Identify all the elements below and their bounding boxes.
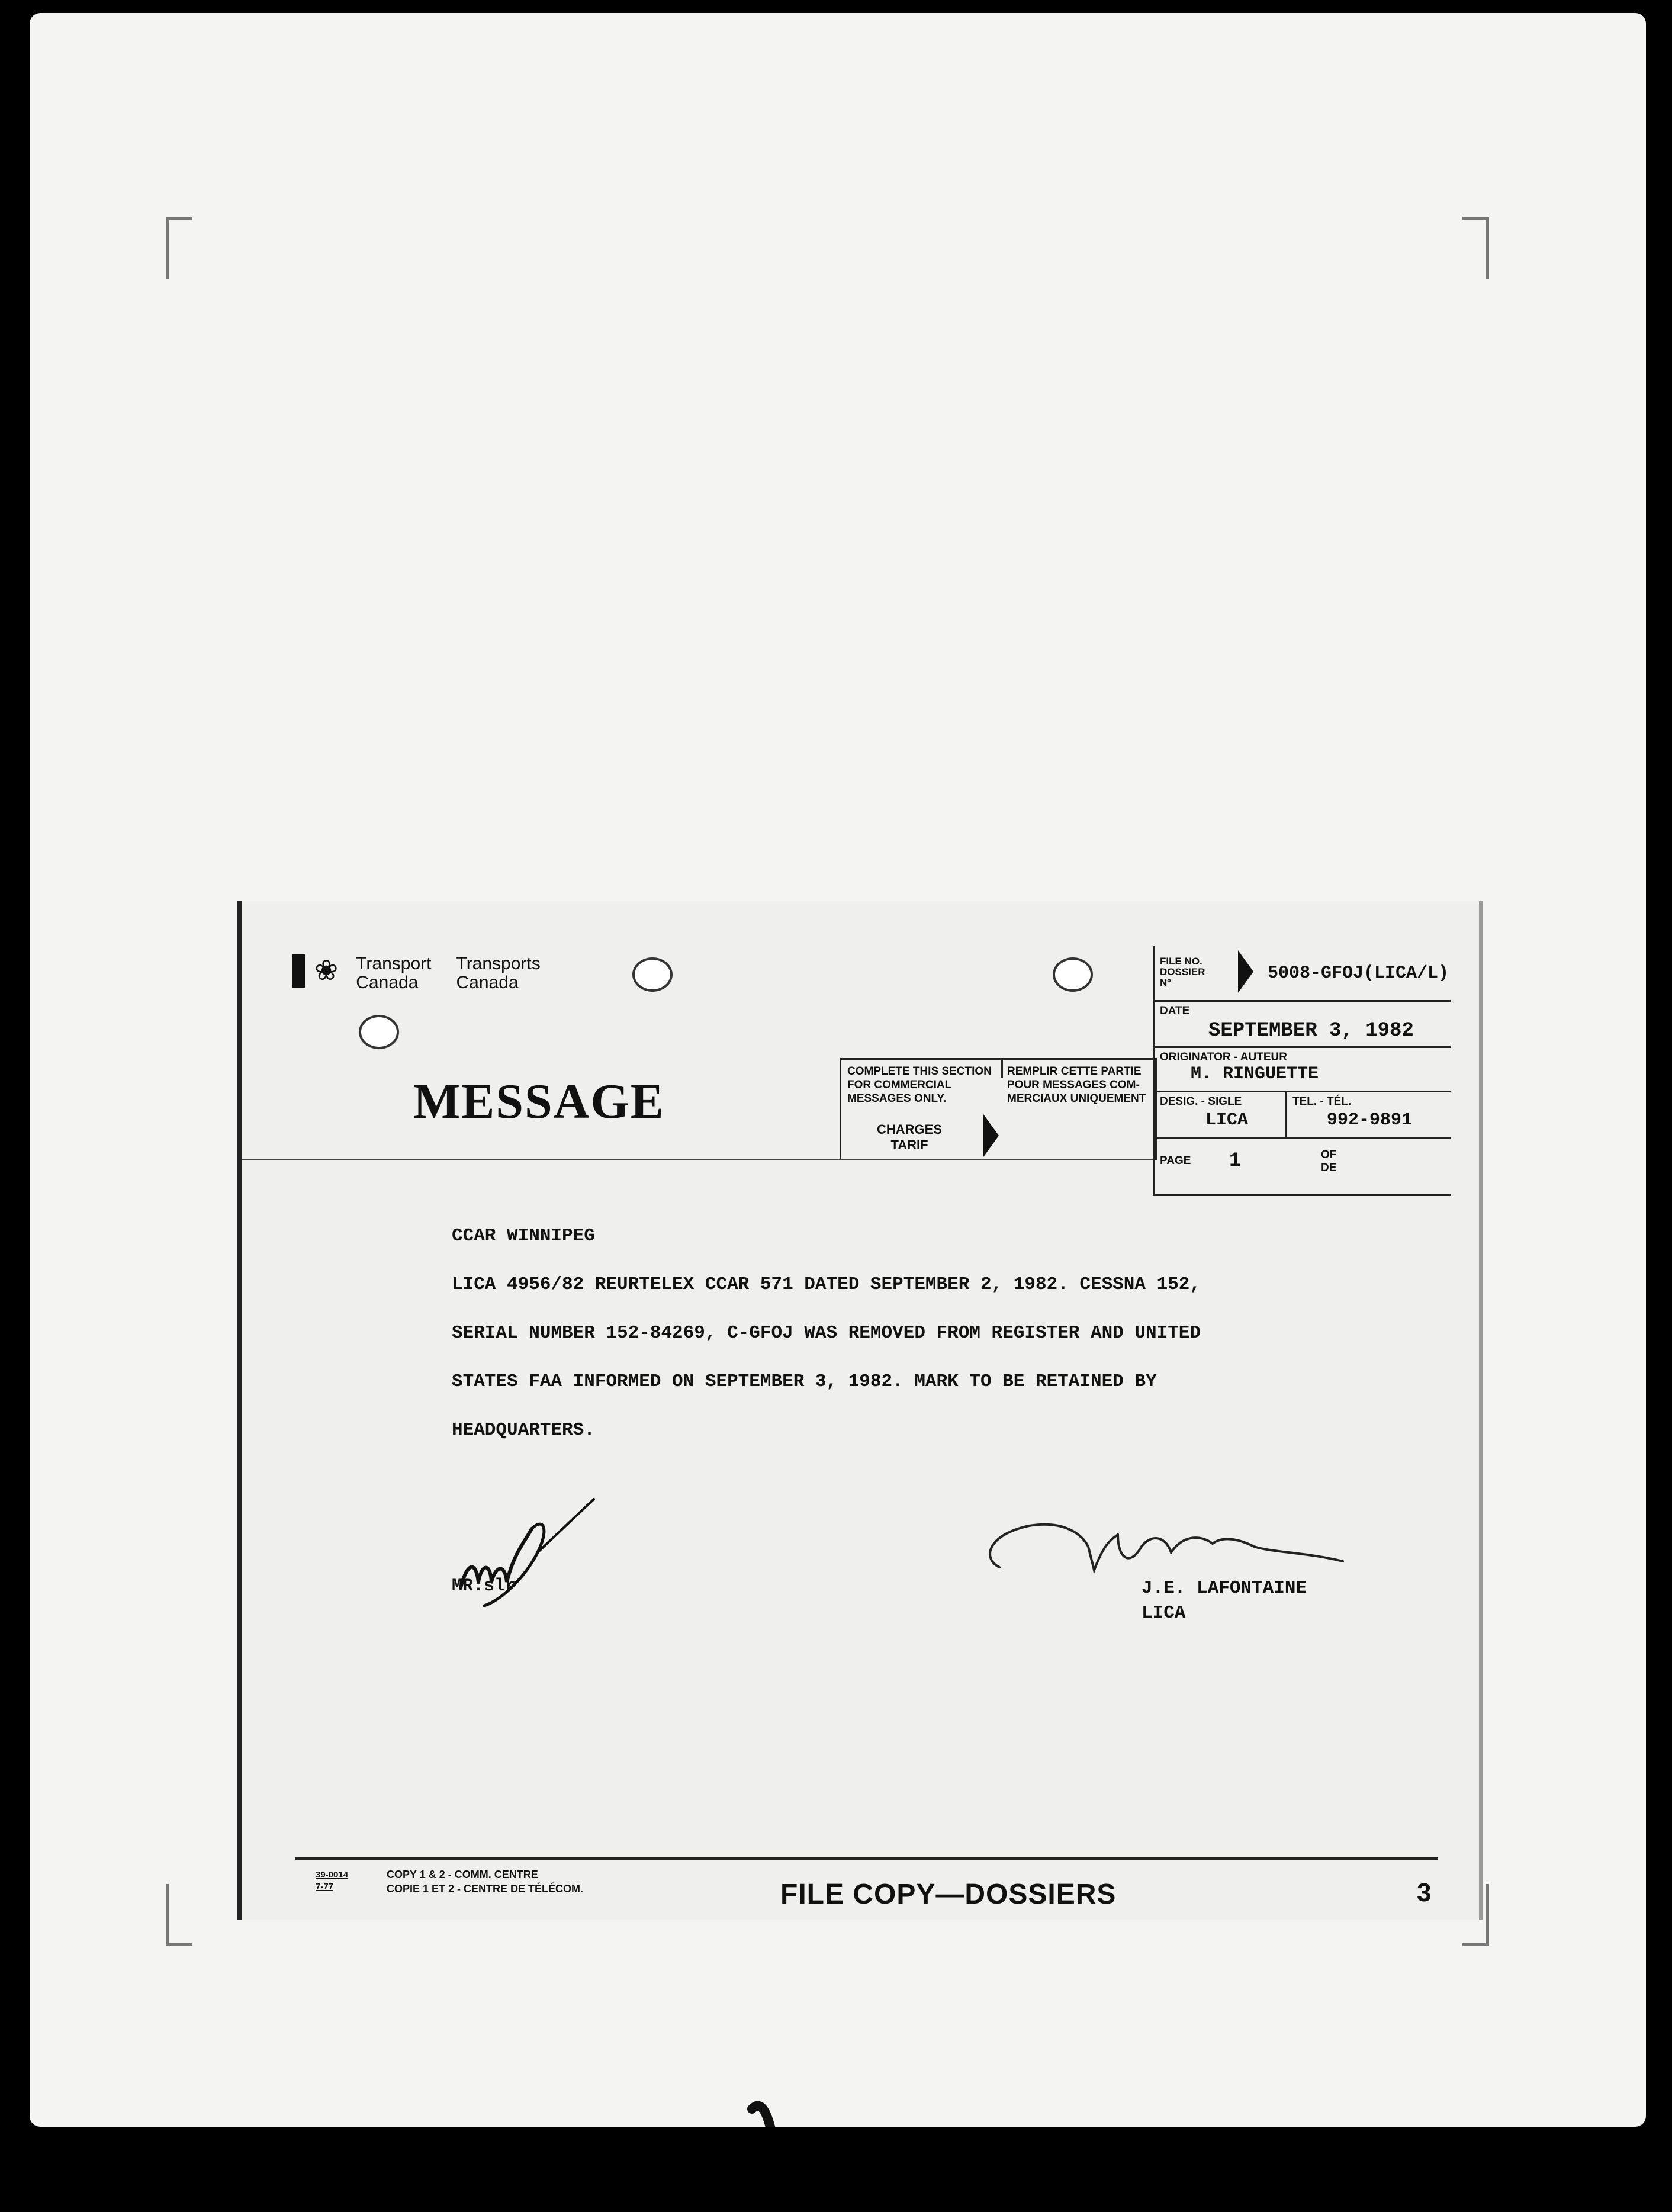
handwritten-signature — [976, 1511, 1355, 1582]
of-label: OF DE — [1321, 1149, 1337, 1174]
file-no-label: FILE NO. DOSSIER Nº — [1160, 956, 1205, 988]
divider — [1155, 1046, 1451, 1048]
message-text: LICA 4956/82 REURTELEX CCAR 571 DATED SEPTEMBER 2, 1982. CESSNA 152, SERIAL NUMBER 152-84269, C-GFOJ WAS REMOVED FROM REGISTER AND UNITED STATES FAA INFORMED ON SEPTEMBER 3, 1982. MARK TO BE RETAINED BY HEADQUARTERS. — [452, 1274, 1201, 1441]
maple-leaf-icon: ❀ — [314, 955, 339, 986]
originator-label: ORIGINATOR - AUTEUR — [1160, 1051, 1287, 1063]
handwritten-mark — [740, 2085, 941, 2127]
punch-hole — [632, 957, 673, 992]
dept-fr-line1: Transports — [456, 954, 541, 973]
date-value: SEPTEMBER 3, 1982 — [1208, 1020, 1414, 1042]
divider — [1001, 1060, 1003, 1078]
desig-value: LICA — [1205, 1110, 1249, 1130]
transport-canada-logo — [292, 954, 541, 992]
dept-fr-line2: Canada — [456, 973, 519, 992]
page-label: PAGE — [1160, 1155, 1191, 1167]
form-number: 39-0014 7-77 — [316, 1870, 349, 1892]
dept-name-fr — [456, 954, 540, 992]
punch-hole — [1053, 957, 1093, 992]
signatory — [1142, 1576, 1307, 1626]
signatory-name: J.E. LAFONTAINE — [1142, 1578, 1307, 1599]
message-body — [452, 1212, 1399, 1455]
dept-en-line1: Transport — [356, 954, 432, 973]
crop-mark-top-left — [166, 217, 192, 279]
date-label: DATE — [1160, 1005, 1190, 1017]
page-value: 1 — [1229, 1150, 1242, 1172]
message-form — [237, 901, 1483, 1920]
flag-bar-icon — [292, 954, 305, 988]
divider — [1155, 1000, 1451, 1002]
addressee: CCAR WINNIPEG — [452, 1226, 595, 1246]
file-no-value: 5008-GFOJ(LICA/L) — [1268, 963, 1449, 983]
divider — [1285, 1091, 1287, 1137]
header-separator — [242, 1159, 1153, 1160]
dept-name-en — [356, 954, 431, 992]
footer-rule — [295, 1857, 1438, 1860]
divider — [1155, 1137, 1451, 1139]
commercial-instruction-fr: REMPLIR CETTE PARTIE POUR MESSAGES COM- MERCIAUX UNIQUEMENT — [1007, 1065, 1146, 1105]
dept-en-line2: Canada — [356, 973, 419, 992]
copy-number: 3 — [1417, 1878, 1432, 1907]
copy-distribution: COPY 1 & 2 - COMM. CENTRE COPIE 1 ET 2 - CENTRE DE TÉLÉCOM. — [387, 1869, 584, 1895]
originator-value: M. RINGUETTE — [1191, 1064, 1319, 1084]
form-title: MESSAGE — [413, 1074, 665, 1129]
arrow-right-icon — [1238, 950, 1253, 993]
punch-hole — [359, 1015, 399, 1049]
charges-label: CHARGES TARIF — [877, 1122, 943, 1152]
commercial-instruction-en: COMPLETE THIS SECTION FOR COMMERCIAL MESSAGES ONLY. — [847, 1065, 992, 1105]
typist-initials: MR:slr — [452, 1576, 516, 1596]
tel-value: 992-9891 — [1327, 1110, 1413, 1130]
tel-label: TEL. - TÉL. — [1292, 1095, 1352, 1108]
commercial-section — [840, 1058, 1157, 1160]
divider — [1155, 1091, 1451, 1092]
file-copy-label: FILE COPY—DOSSIERS — [780, 1879, 1117, 1910]
crop-mark-top-right — [1462, 217, 1489, 279]
desig-label: DESIG. - SIGLE — [1160, 1095, 1242, 1108]
arrow-right-icon — [983, 1114, 999, 1157]
signatory-unit: LICA — [1142, 1603, 1186, 1623]
scanned-page — [30, 13, 1646, 2127]
crop-mark-bottom-left — [166, 1884, 192, 1946]
message-details-box — [1153, 946, 1451, 1196]
